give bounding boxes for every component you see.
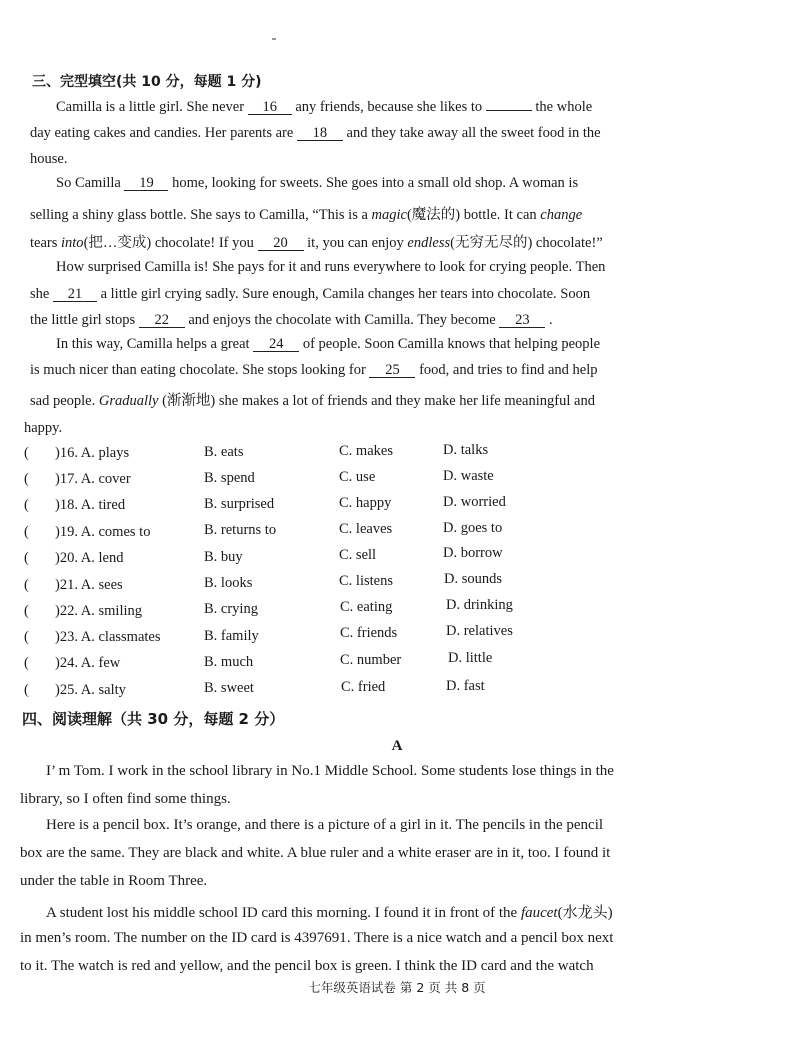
blank-19: 19	[124, 176, 168, 191]
passage-text: (水龙头)	[557, 905, 613, 921]
option-a: )25. A. salty	[55, 682, 126, 698]
p1-line3: house.	[30, 151, 68, 167]
option-b: B. spend	[204, 470, 255, 486]
option-a: )18. A. tired	[55, 497, 126, 513]
option-d: D. sounds	[444, 571, 503, 587]
blank-22: 22	[139, 313, 185, 328]
answer-paren: (	[24, 629, 29, 645]
option-d: D. drinking	[446, 597, 513, 613]
passage-line: in men’s room. The number on the ID card is 4397691. There is a nice watch and a pencil box next	[20, 930, 614, 946]
passage-line	[46, 901, 613, 922]
option-c: C. eating	[340, 599, 393, 615]
option-a: )17. A. cover	[55, 471, 131, 487]
passage-line: Here is a pencil box. It’s orange, and there is a picture of a girl in it. The pencils in the pencil	[46, 817, 604, 833]
option-a: )16. A. plays	[55, 445, 130, 461]
p2-text: tears	[30, 235, 58, 251]
p4-text: of people. Soon Camilla knows that helping people	[302, 336, 601, 352]
option-d: D. goes to	[443, 520, 503, 536]
p1-text: Camilla is a little girl. She never	[56, 99, 245, 115]
p4-text: is much nicer than eating chocolate. She stops looking for	[30, 362, 366, 378]
blank-18: 18	[297, 126, 343, 141]
option-c: C. friends	[340, 625, 398, 641]
p2-text: So Camilla	[56, 175, 121, 191]
option-d: D. talks	[443, 442, 489, 458]
answer-paren: (	[24, 577, 29, 593]
answer-paren: (	[24, 497, 29, 513]
p4-line2	[30, 362, 597, 379]
p3-line1: How surprised Camilla is! She pays for it and runs everywhere to look for crying people. Then	[56, 259, 606, 275]
p2-word-into: into	[61, 235, 84, 251]
p2-word-magic: magic	[371, 207, 407, 223]
page-footer: 七年级英语试卷 第 2 页 共 8 页	[308, 980, 486, 995]
p3-text: the little girl stops	[30, 312, 136, 328]
option-b: B. returns to	[204, 522, 277, 538]
option-c: C. leaves	[339, 521, 393, 537]
option-c: C. fried	[341, 679, 386, 695]
answer-paren: (	[24, 445, 29, 461]
option-b: B. surprised	[204, 496, 275, 512]
option-c: C. sell	[339, 547, 377, 563]
p4-text: food, and tries to find and help	[419, 362, 598, 378]
option-c: C. listens	[339, 573, 393, 589]
p2-text: selling a shiny glass bottle. She says to Camilla, “This is a	[30, 207, 368, 223]
p1-text: any friends, because she likes to	[295, 99, 483, 115]
blank-25: 25	[369, 363, 415, 378]
option-d: D. fast	[446, 678, 485, 694]
passage-line: box are the same. They are black and white. A blue ruler and a white eraser are in it, too. I found it	[20, 845, 611, 861]
answer-paren: (	[24, 471, 29, 487]
blank-16: 16	[248, 100, 292, 115]
p1-line1	[56, 99, 592, 116]
p1-line2	[30, 125, 601, 142]
p4-text: In this way, Camilla helps a great	[56, 336, 250, 352]
answer-paren: (	[24, 550, 29, 566]
option-b: B. sweet	[204, 680, 254, 696]
p2-text: it, you can enjoy	[307, 235, 404, 251]
answer-paren: (	[24, 524, 29, 540]
option-a: )22. A. smiling	[55, 603, 143, 619]
passage-line: I’ m Tom. I work in the school library in No.1 Middle School. Some students lose things in the	[46, 763, 614, 779]
p4-line3	[30, 389, 595, 410]
option-b: B. much	[204, 654, 254, 670]
blank-23: 23	[499, 313, 545, 328]
p2-text: (把…变成) chocolate! If you	[83, 235, 254, 251]
p2-line2	[30, 203, 582, 224]
option-d: D. borrow	[443, 545, 503, 561]
option-b: B. buy	[204, 549, 243, 565]
option-b: B. family	[204, 628, 259, 644]
answer-paren: (	[24, 682, 29, 698]
option-b: B. looks	[204, 575, 253, 591]
passage-line: under the table in Room Three.	[20, 873, 208, 889]
option-a: )20. A. lend	[55, 550, 124, 566]
p2-line3	[30, 231, 603, 252]
blank-17	[486, 110, 532, 111]
p1-text: day eating cakes and candies. Her parents are	[30, 125, 294, 141]
section3-heading: 三、完型填空(共 10 分，每题 1 分)	[32, 74, 262, 90]
p3-text: .	[549, 312, 553, 328]
p2-word-change: change	[540, 207, 583, 223]
p4-text: (渐渐地) she makes a lot of friends and they make her life meaningful and	[162, 393, 595, 409]
p4-word-gradually: Gradually	[98, 393, 159, 409]
passage-line: to it. The watch is red and yellow, and the pencil box is green. I think the ID card and the watch	[20, 958, 594, 974]
blank-24: 24	[253, 337, 299, 352]
option-c: C. use	[339, 469, 376, 485]
option-d: D. waste	[443, 468, 494, 484]
option-b: B. eats	[204, 444, 244, 460]
p2-line1	[56, 175, 578, 192]
p1-text: and they take away all the sweet food in the	[346, 125, 601, 141]
blank-20: 20	[258, 236, 304, 251]
p3-text: she	[30, 286, 50, 302]
p4-line4: happy.	[24, 420, 63, 436]
p2-text: home, looking for sweets. She goes into a small old shop. A woman is	[172, 175, 579, 191]
passage-line: library, so I often find some things.	[20, 791, 231, 807]
option-c: C. happy	[339, 495, 392, 511]
answer-paren: (	[24, 603, 29, 619]
p3-text: a little girl crying sadly. Sure enough, Camila changes her tears into chocolate. Soon	[100, 286, 591, 302]
option-d: D. little	[448, 650, 493, 666]
p1-text: the whole	[535, 99, 593, 115]
p2-text: (无穷无尽的) chocolate!”	[450, 235, 603, 251]
option-a: )19. A. comes to	[55, 524, 151, 540]
option-a: )23. A. classmates	[55, 629, 161, 645]
option-a: )21. A. sees	[55, 577, 123, 593]
option-c: C. makes	[339, 443, 393, 459]
passage-word-faucet: faucet	[520, 905, 558, 921]
blank-21: 21	[53, 287, 97, 302]
p2-text: (魔法的) bottle. It can	[406, 207, 537, 223]
p3-line2	[30, 286, 590, 303]
option-c: C. number	[340, 652, 402, 668]
section4-heading: 四、阅读理解（共 30 分，每题 2 分）	[22, 710, 285, 728]
p2-word-endless: endless	[407, 235, 451, 251]
option-d: D. relatives	[446, 623, 513, 639]
option-d: D. worried	[443, 494, 506, 510]
scan-mark	[272, 38, 276, 40]
p4-line1	[56, 336, 600, 353]
p3-text: and enjoys the chocolate with Camilla. They become	[188, 312, 496, 328]
answer-paren: (	[24, 655, 29, 671]
option-a: )24. A. few	[55, 655, 121, 671]
p3-line3	[30, 312, 553, 329]
option-b: B. crying	[204, 601, 258, 617]
p4-text: sad people.	[30, 393, 96, 409]
passage-title: A	[391, 738, 403, 754]
passage-text: A student lost his middle school ID card this morning. I found it in front of the	[46, 905, 518, 921]
